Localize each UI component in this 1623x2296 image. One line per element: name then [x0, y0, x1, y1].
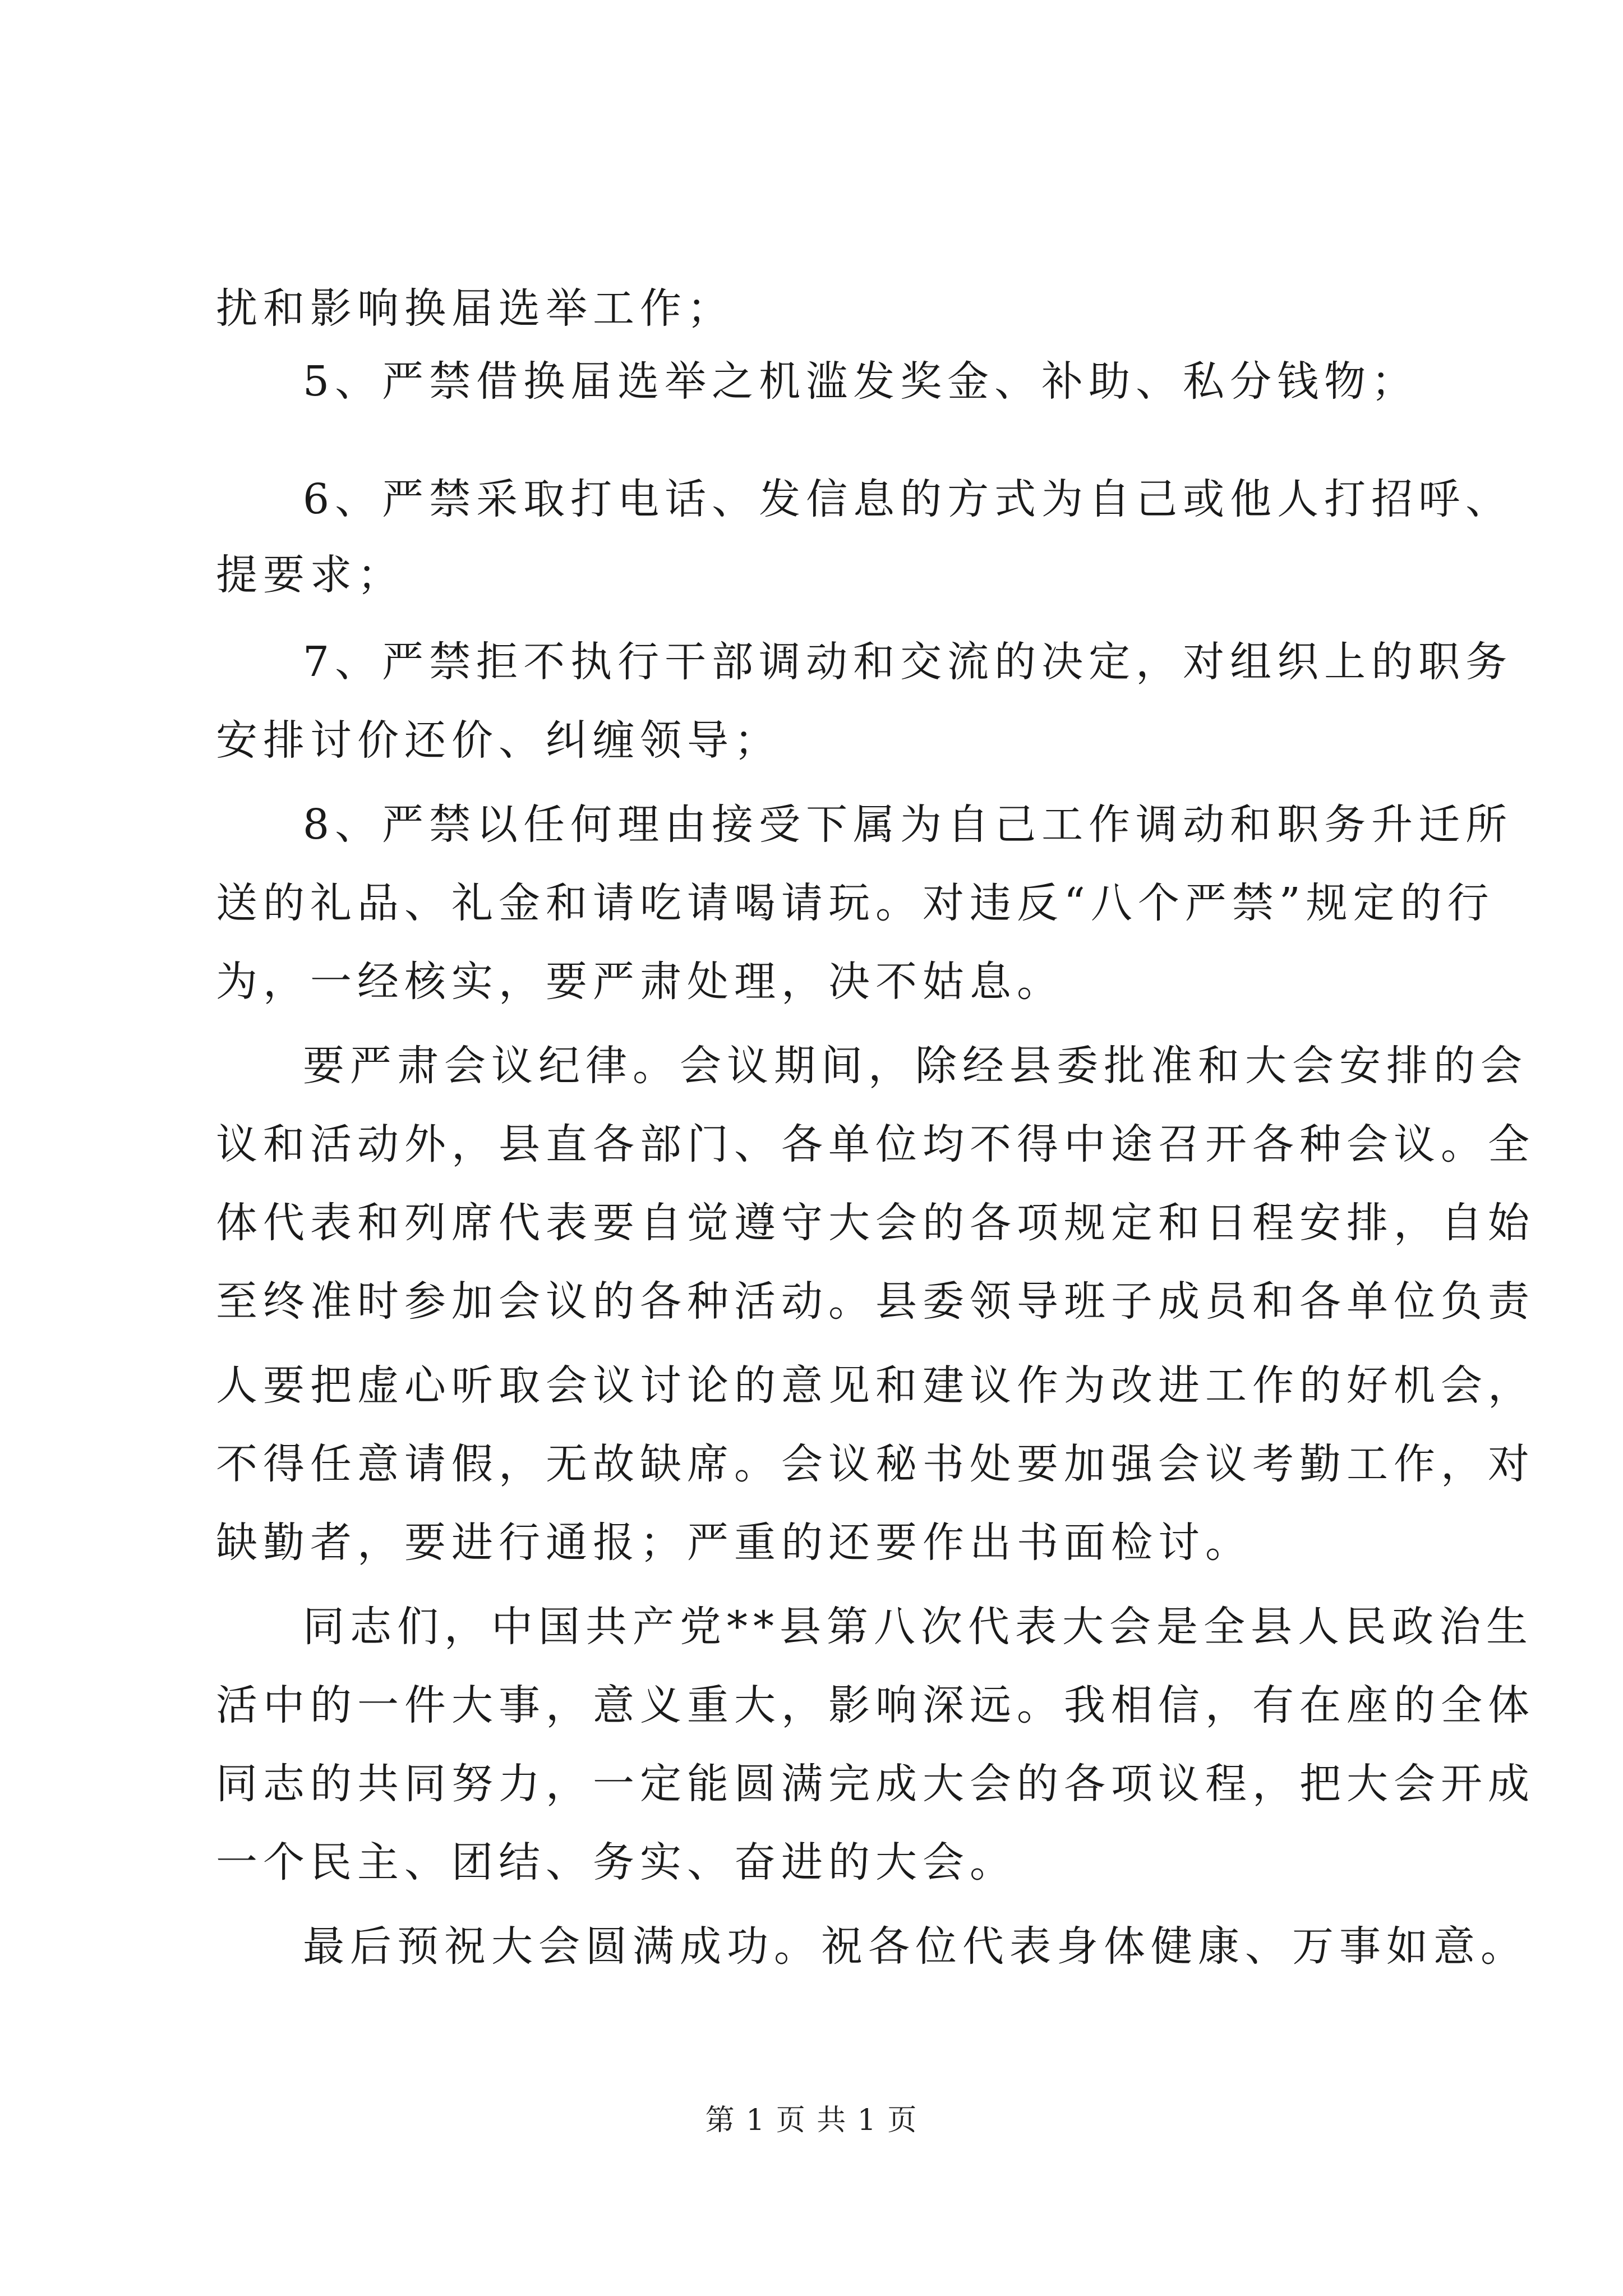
text-line: 5、严禁借换届选举之机滥发奖金、补助、私分钱物；: [303, 357, 1419, 406]
text-line: 缺勤者，要进行通报；严重的还要作出书面检讨。: [216, 1519, 1252, 1567]
text-line: 提要求；: [216, 551, 404, 599]
text-line: 要严肃会议纪律。会议期间，除经县委批准和大会安排的会: [303, 1042, 1528, 1090]
text-line: 扰和影响换届选举工作；: [216, 284, 734, 333]
page-footer: 第 1 页 共 1 页: [705, 2104, 918, 2137]
text-line: 体代表和列席代表要自觉遵守大会的各项规定和日程安排，自始: [216, 1199, 1535, 1247]
text-line: 8、严禁以任何理由接受下属为自己工作调动和职务升迁所: [303, 800, 1513, 849]
text-line: 人要把虚心听取会议讨论的意见和建议作为改进工作的好机会，: [216, 1361, 1535, 1410]
text-line: 同志们，中国共产党**县第八次代表大会是全县人民政治生: [303, 1603, 1533, 1651]
text-line: 不得任意请假，无故缺席。会议秘书处要加强会议考勤工作，对: [216, 1440, 1535, 1488]
text-line: 活中的一件大事，意义重大，影响深远。我相信，有在座的全体: [216, 1681, 1535, 1729]
text-line: 议和活动外，县直各部门、各单位均不得中途召开各种会议。全: [216, 1120, 1535, 1168]
text-line: 最后预祝大会圆满成功。祝各位代表身体健康、万事如意。: [303, 1922, 1528, 1971]
text-line: 同志的共同努力，一定能圆满完成大会的各项议程，把大会开成: [216, 1760, 1535, 1808]
text-line: 送的礼品、礼金和请吃请喝请玩。对违反“八个严禁”规定的行: [216, 879, 1495, 927]
text-line: 一个民主、团结、务实、奋进的大会。: [216, 1838, 1017, 1887]
text-line: 为，一经核实，要严肃处理，决不姑息。: [216, 958, 1064, 1006]
text-line: 至终准时参加会议的各种活动。县委领导班子成员和各单位负责: [216, 1277, 1535, 1326]
text-line: 6、严禁采取打电话、发信息的方式为自己或他人打招呼、: [303, 475, 1513, 523]
text-line: 7、严禁拒不执行干部调动和交流的决定，对组织上的职务: [303, 638, 1513, 686]
text-line: 安排讨价还价、纠缠领导；: [216, 716, 781, 765]
